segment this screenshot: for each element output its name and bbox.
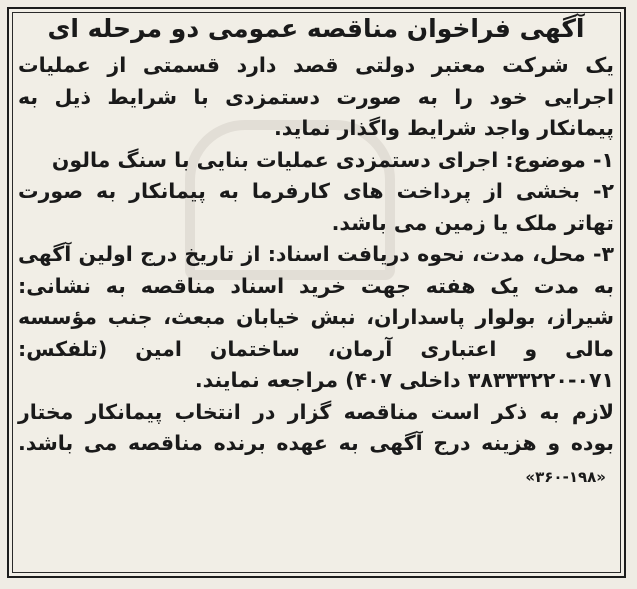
closing-paragraph — [18, 397, 614, 494]
reference-code: «۱۹۸-۳۶۰» — [525, 467, 606, 486]
item-documents — [18, 239, 614, 397]
item-subject-label: ۱- موضوع: — [505, 147, 614, 172]
closing-text: لازم به ذکر است مناقصه گزار در انتخاب پیمانکار مختار بوده و هزینه درج آگهی به عهده برنده مناقصه می باشد. — [18, 399, 614, 455]
notice-content — [18, 10, 614, 493]
item-subject-text: اجرای دستمزدی عملیات بنایی با سنگ مالون — [51, 147, 499, 172]
intro-paragraph: یک شرکت معتبر دولتی قصد دارد قسمتی از عملیات اجرایی خود را به صورت دستمزدی با شرایط ذیل به پیمانکار واجد شرایط واگذار نماید. — [18, 53, 614, 140]
item-documents-label: ۳- محل، مدت، نحوه دریافت اسناد: — [267, 242, 614, 266]
item-documents-text: از تاریخ درج اولین آگهی به مدت یک هفته جهت خرید اسناد مناقصه به نشانی: شیراز، بولوار پاسداران، نبش خیابان مبعث، جنب مؤسسه مالی و اعتباری آرمان، ساختمان امین (تلفکس: ۰۷۱-۳۸۳۳۳۲۲۰ داخلی ۴۰۷) مراجعه نمایند. — [18, 242, 614, 392]
item-payment: ۲- بخشی از پرداخت های کارفرما به پیمانکار به صورت تهاتر ملک یا زمین می باشد. — [18, 179, 614, 235]
notice-title: آگهی فراخوان مناقصه عمومی دو مرحله ای — [47, 14, 585, 43]
item-subject — [18, 145, 614, 177]
